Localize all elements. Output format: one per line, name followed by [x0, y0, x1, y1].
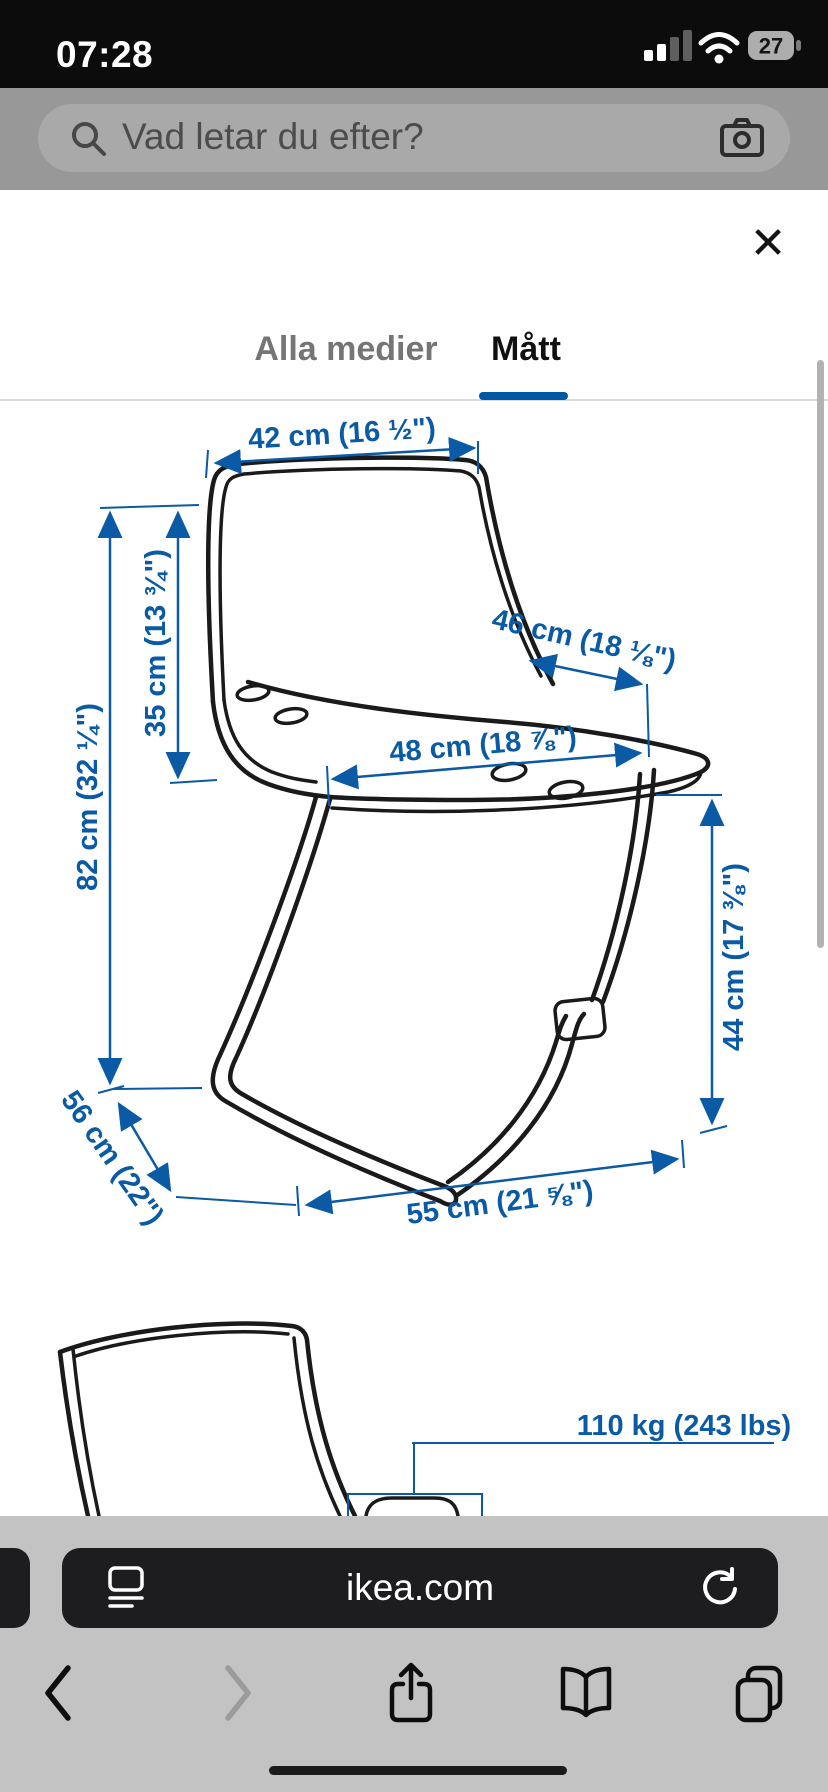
page-settings-button[interactable] — [100, 1564, 152, 1612]
forward-button[interactable] — [202, 1660, 272, 1730]
battery-percent: 27 — [758, 33, 784, 59]
dimension-max-load: 110 kg (243 lbs) — [576, 1410, 792, 1442]
forward-chevron-icon — [202, 1660, 272, 1730]
wifi-icon — [701, 35, 737, 64]
back-chevron-icon — [24, 1660, 94, 1730]
close-icon[interactable]: ✕ — [738, 214, 798, 274]
url-text: ikea.com — [345, 1567, 495, 1608]
dimension-total-width: 55 cm (21 ⅝") — [404, 1174, 596, 1232]
tabs-icon — [726, 1660, 796, 1730]
search-placeholder: Vad letar du efter? — [122, 116, 424, 157]
status-icons — [604, 24, 804, 68]
reload-button[interactable] — [698, 1566, 744, 1612]
safari-bottom-chrome — [0, 1516, 828, 1792]
dimension-seat-width: 48 cm (18 ⅞") — [388, 720, 578, 770]
search-input[interactable] — [38, 104, 790, 172]
reader-icon — [100, 1564, 152, 1612]
status-time: 07:28 — [56, 34, 154, 75]
previous-tab-stub[interactable] — [0, 1548, 30, 1628]
media-modal — [0, 190, 828, 1516]
dimension-total-height: 82 cm (32 ¼") — [72, 703, 104, 891]
reload-icon — [698, 1566, 744, 1612]
share-icon — [376, 1660, 446, 1730]
tabs-button[interactable] — [726, 1660, 796, 1730]
dimension-total-depth: 56 cm (22") — [54, 1085, 170, 1231]
active-tab-underline — [479, 392, 568, 400]
camera-icon[interactable] — [720, 118, 764, 158]
page-header-dimmed — [0, 88, 828, 190]
tab-matt[interactable]: Mått — [476, 330, 576, 369]
share-button[interactable] — [376, 1660, 446, 1730]
book-icon — [551, 1660, 621, 1730]
scrollbar[interactable] — [817, 360, 824, 948]
back-button[interactable] — [24, 1660, 94, 1730]
dimension-seat-height: 44 cm (17 ⅜") — [718, 863, 750, 1051]
cellular-signal-icon — [644, 30, 692, 61]
tab-alla-medier[interactable]: Alla medier — [246, 330, 446, 369]
home-indicator[interactable] — [269, 1766, 567, 1775]
bookmarks-button[interactable] — [551, 1660, 621, 1730]
tab-bar-divider — [0, 399, 828, 401]
status-bar — [0, 0, 828, 88]
search-icon — [68, 118, 110, 160]
dimension-back-height: 35 cm (13 ¾") — [140, 549, 172, 737]
dimension-back-width: 42 cm (16 ½") — [247, 412, 437, 456]
url-bar[interactable] — [62, 1548, 778, 1628]
battery-icon — [748, 31, 801, 60]
dimension-seat-depth: 46 cm (18 ⅛") — [488, 603, 680, 677]
